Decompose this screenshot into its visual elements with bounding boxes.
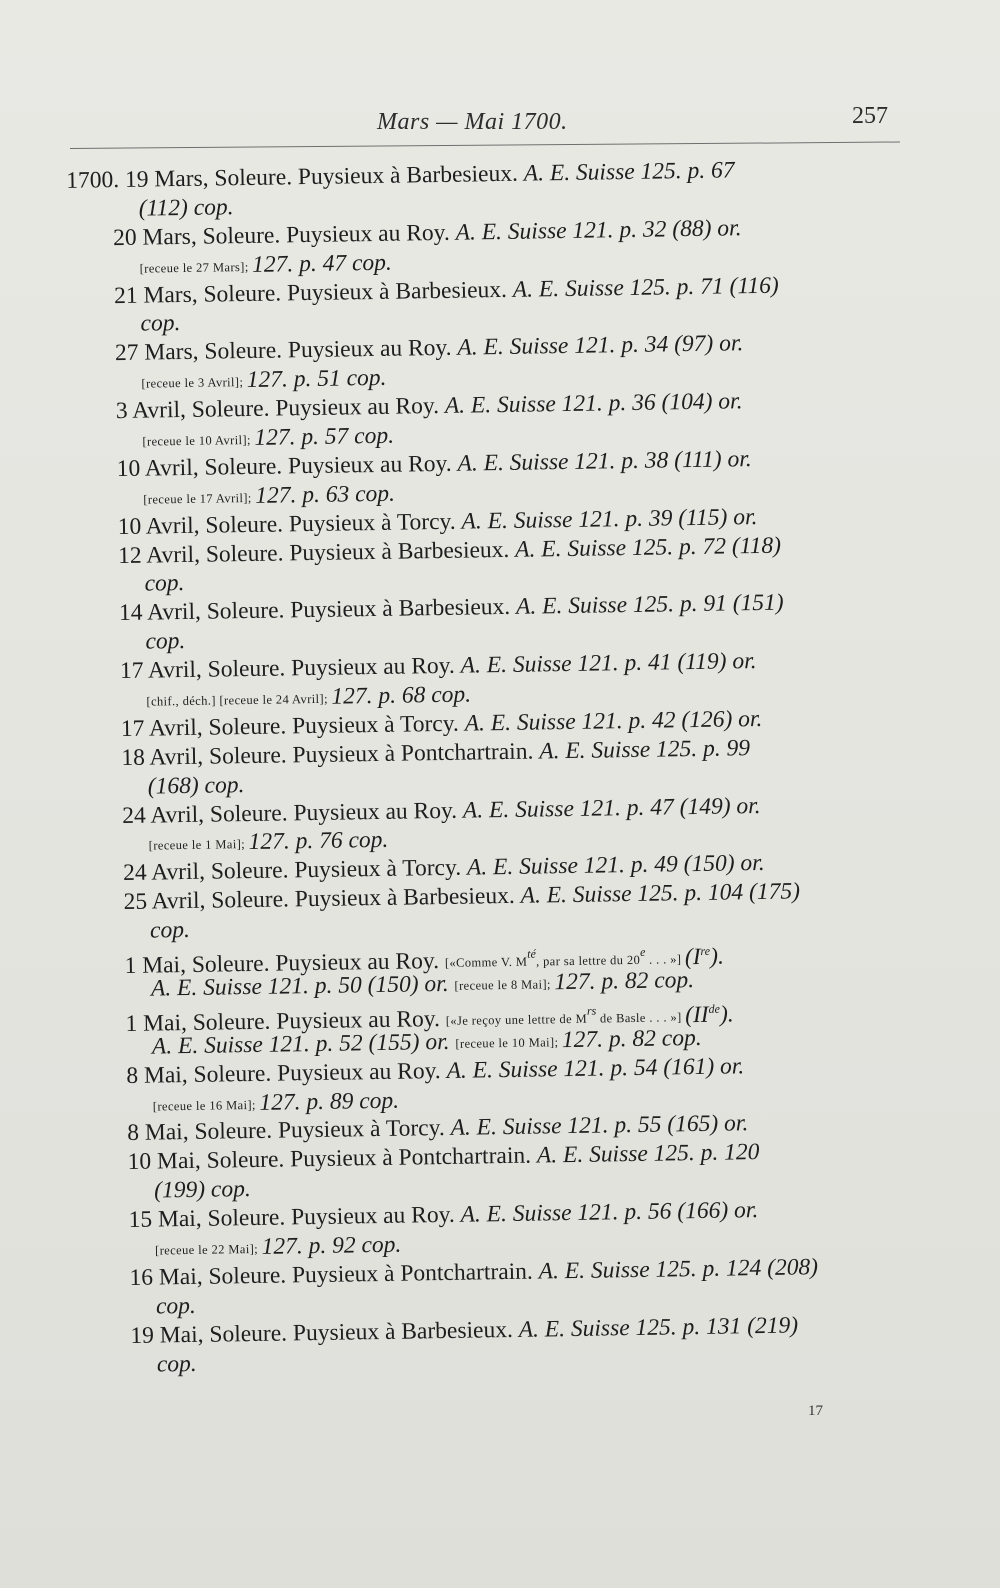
entry-text: de [708,1001,720,1016]
entry-text: , par sa lettre du 20 [535,952,641,969]
entry-text: 15 Mai, Soleure. Puysieux au Roy. [128,1201,461,1234]
entry-text: (112) cop. [138,194,234,222]
entry-text: A. E. Suisse 121. p. 47 (149) or. [462,792,761,824]
entry-text: A. E. Suisse 121. p. 54 (161) or. [446,1052,745,1084]
entry-text: A. E. Suisse 125. p. 91 (151) [515,589,784,621]
entry-text: [chif., déch.] [receue le 24 Avril]; [146,691,332,709]
entry-text: 16 Mai, Soleure. Puysieux à Pontchartrain. [129,1258,539,1291]
entry-text: 127. p. 76 cop. [248,827,389,856]
entry-text: 19 Mai, Soleure. Puysieux à Barbesieux. [130,1316,519,1349]
entry-text: 1700. 19 Mars, Soleure. Puysieux à Barbesieux. [66,160,524,194]
entry-text: rs [586,1003,597,1018]
entry-text: 12 Avril, Soleure. Puysieux à Barbesieux. [117,536,516,569]
entry-text: A. E. Suisse 121. p. 36 (104) or. [444,388,743,420]
entry-text: A. E. Suisse 125. p. 72 (118) [514,532,782,563]
entry-text: 8 Mai, Soleure. Puysieux au Roy. [126,1057,447,1089]
entry-text: A. E. Suisse 125. p. 131 (219) [518,1312,799,1343]
entry-text: 127. p. 51 cop. [246,365,387,394]
entry-text: e [639,944,646,959]
entry-text: 3 Avril, Soleure. Puysieux au Roy. [115,393,446,425]
entry-text: té [527,946,537,961]
entry-text: A. E. Suisse 121. p. 52 (155) or. [151,1028,456,1060]
entry-text: (168) cop. [147,771,245,800]
entry-text: [«Comme V. M [444,954,528,971]
signature-mark: 17 [808,1403,823,1419]
entry-list [0,152,1000,1381]
entry-text: re [700,943,711,958]
entry-text: 127. p. 63 cop. [255,480,396,509]
entry-text: 1 Mai, Soleure. Puysieux au Roy. [125,1005,446,1037]
running-title: Mars — Mai 1700. [377,109,568,135]
entry-text: A. E. Suisse 121. p. 41 (119) or. [460,648,757,679]
entry-text: 10 Avril, Soleure. Puysieux au Roy. [116,450,458,482]
entry-text: 17 Avril, Soleure. Puysieux à Torcy. [120,710,465,742]
entry-text: [receue le 16 Mai]; [152,1097,260,1114]
entry-text: 24 Avril, Soleure. Puysieux au Roy. [122,797,464,829]
entry-text: [receue le 8 Mai]; [454,977,555,993]
entry-text: 10 Avril, Soleure. Puysieux à Torcy. [117,508,462,540]
entry-text: 8 Mai, Soleure. Puysieux à Torcy. [127,1115,451,1147]
entry-text: 27 Mars, Soleure. Puysieux au Roy. [114,335,458,367]
entry-text: [receue le 27 Mars]; [139,259,253,276]
entry-text: A. E. Suisse 125. p. 71 (116) [512,272,779,303]
entry-text: A. E. Suisse 121. p. 42 (126) or. [464,705,763,737]
entry-text: . . . »] [645,952,686,967]
entry-text: 10 Mai, Soleure. Puysieux à Pontchartrain. [127,1142,538,1176]
entry-text: A. E. Suisse 121. p. 39 (115) or. [461,503,758,535]
entry-text: A. E. Suisse 121. p. 38 (111) or. [457,445,752,477]
entry-text: 127. p. 68 cop. [331,681,472,710]
entry-text: 25 Avril, Soleure. Puysieux à Barbesieux. [123,883,521,916]
entry-text: [receue le 22 Mai]; [154,1241,262,1258]
entry-text: 127. p. 57 cop. [254,422,395,451]
entry-text: A. E. Suisse 121. p. 32 (88) or. [455,214,742,246]
entry-text: cop. [145,628,186,655]
entry-text: (I [684,943,701,971]
entry-text: A. E. Suisse 125. p. 124 (208) [538,1253,819,1285]
entry-text: de Basle . . . »] [596,1010,686,1026]
entry-text: [receue le 17 Avril]; [143,490,256,507]
entry-text: [«Je reçoy une lettre de M [445,1011,588,1028]
entry-text: 14 Avril, Soleure. Puysieux à Barbesieux. [118,594,517,627]
entry-text: [receue le 10 Mai]; [455,1034,563,1051]
entry-text: 127. p. 47 cop. [251,249,393,278]
entry-text: A. E. Suisse 125. p. 99 [539,734,751,765]
running-head [0,103,1000,143]
entry-text: A. E. Suisse 125. p. 120 [536,1139,760,1169]
entry-text: A. E. Suisse 121. p. 50 (150) or. [150,970,455,1002]
entry-text: ). [709,943,725,970]
entry-text: A. E. Suisse 125. p. 67 [523,157,735,187]
entry-text: [receue le 10 Avril]; [142,432,255,449]
page-number: 257 [852,103,888,129]
entry-text: 18 Avril, Soleure. Puysieux à Pontchartrain. [121,738,540,771]
entry-text: A. E. Suisse 121. p. 55 (165) or. [450,1110,749,1142]
entry-text: 17 Avril, Soleure. Puysieux au Roy. [119,652,461,685]
entry-text: 127. p. 82 cop. [554,966,695,996]
entry-text: 21 Mars, Soleure. Puysieux à Barbesieux. [113,276,514,309]
entry-text: 127. p. 82 cop. [561,1024,702,1053]
entry-text: A. E. Suisse 121. p. 34 (97) or. [457,330,744,362]
entry-text: A. E. Suisse 121. p. 49 (150) or. [466,850,765,881]
entry-text: (199) cop. [153,1176,251,1204]
entry-text: 24 Avril, Soleure. Puysieux à Torcy. [122,854,468,887]
entry-text: [receue le 3 Avril]; [141,375,247,391]
entry-text: 127. p. 89 cop. [259,1087,400,1116]
entry-text: cop. [155,1292,196,1320]
entry-text: cop. [144,570,185,598]
entry-text: cop. [140,310,181,338]
entry-text: 127. p. 92 cop. [261,1231,402,1260]
entry-text: (II [684,1001,709,1029]
entry-text: 20 Mars, Soleure. Puysieux au Roy. [112,219,456,251]
entry-text: A. E. Suisse 125. p. 104 (175) [520,878,801,910]
entry-text: [receue le 1 Mai]; [148,837,249,854]
entry-text: cop. [149,917,191,944]
entry-text: 1 Mai, Soleure. Puysieux au Roy. [124,948,446,980]
entry-text: A. E. Suisse 121. p. 56 (166) or. [460,1197,759,1228]
entry-text: cop. [156,1350,197,1378]
entry-text: ). [719,1001,734,1028]
